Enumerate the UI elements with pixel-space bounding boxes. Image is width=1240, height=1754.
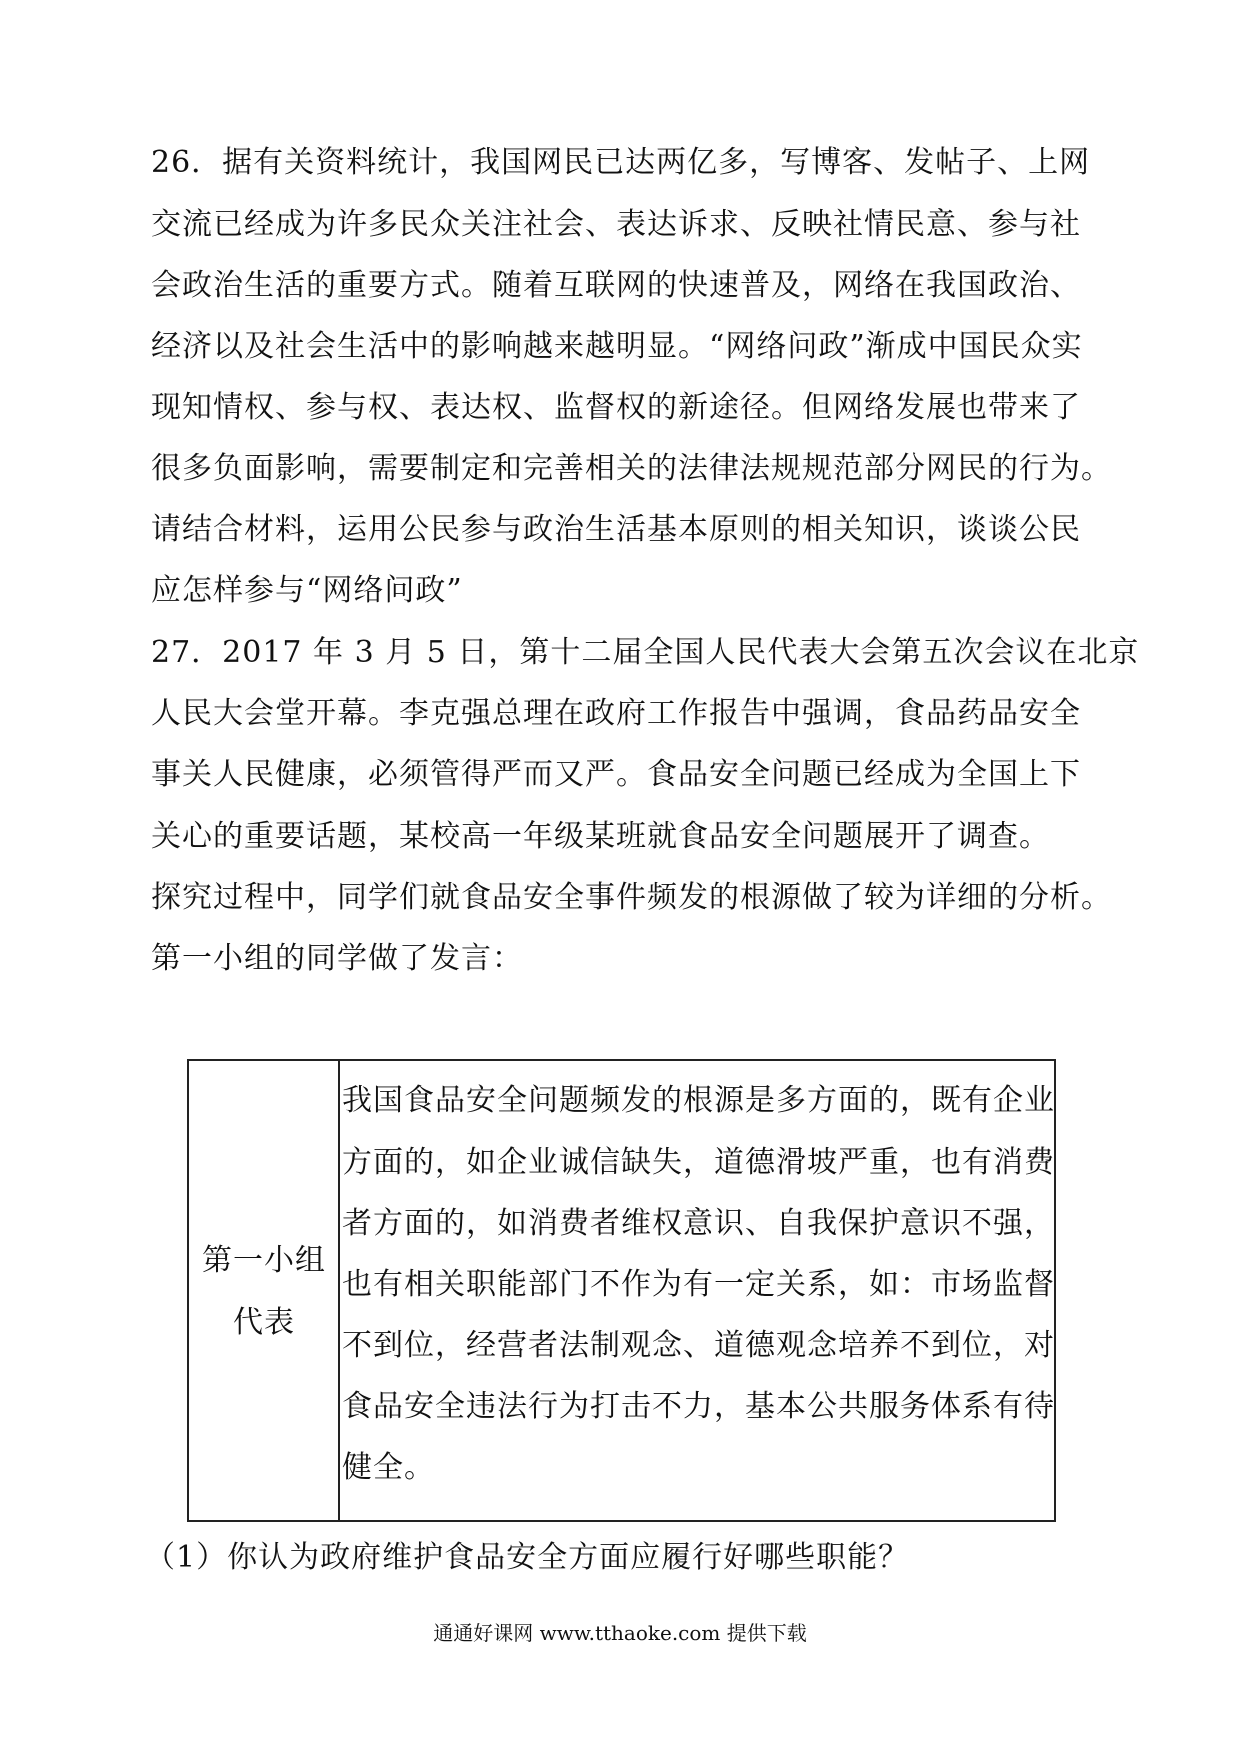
question-26-line: 26．据有关资料统计，我国网民已达两亿多，写博客、发帖子、上网	[151, 145, 1091, 180]
group-statement-table	[187, 1059, 1056, 1522]
question-26-line: 很多负面影响，需要制定和完善相关的法律法规规范部分网民的行为。	[151, 451, 1112, 486]
question-27-line: 人民大会堂开幕。李克强总理在政府工作报告中强调，食品药品安全	[151, 696, 1081, 731]
question-27-line: 探究过程中，同学们就食品安全事件频发的根源做了较为详细的分析。	[151, 880, 1112, 915]
question-26-line: 现知情权、参与权、表达权、监督权的新途径。但网络发展也带来了	[151, 390, 1081, 425]
table-content-line: 我国食品安全问题频发的根源是多方面的，既有企业	[342, 1083, 1055, 1118]
table-label-line: 第一小组	[202, 1243, 326, 1278]
question-26-line: 应怎样参与“网络问政”	[151, 573, 463, 608]
table-content-line: 也有相关职能部门不作为有一定关系，如：市场监督	[342, 1267, 1055, 1302]
table-content-line: 不到位，经营者法制观念、道德观念培养不到位，对	[342, 1328, 1055, 1363]
table-divider	[338, 1061, 340, 1520]
question-26-line: 交流已经成为许多民众关注社会、表达诉求、反映社情民意、参与社	[151, 207, 1081, 242]
sub-question-1: （1）你认为政府维护食品安全方面应履行好哪些职能？	[145, 1540, 910, 1575]
table-content-line: 食品安全违法行为打击不力，基本公共服务体系有待	[342, 1389, 1055, 1424]
question-26-line: 请结合材料，运用公民参与政治生活基本原则的相关知识，谈谈公民	[151, 512, 1081, 547]
footer-credit: 通通好课网 www.tthaoke.com 提供下载	[433, 1621, 807, 1645]
table-content-line: 健全。	[342, 1450, 435, 1485]
table-label-line: 代表	[233, 1305, 295, 1340]
table-content-line: 方面的，如企业诚信缺失，道德滑坡严重，也有消费	[342, 1145, 1055, 1180]
question-26-line: 会政治生活的重要方式。随着互联网的快速普及，网络在我国政治、	[151, 268, 1081, 303]
table-content-line: 者方面的，如消费者维权意识、自我保护意识不强，	[342, 1206, 1055, 1241]
question-26-line: 经济以及社会生活中的影响越来越明显。“网络问政”渐成中国民众实	[151, 329, 1083, 364]
table-label-cell	[189, 1061, 339, 1520]
question-27-line: 关心的重要话题，某校高一年级某班就食品安全问题展开了调查。	[151, 819, 1050, 854]
question-27-line: 第一小组的同学做了发言：	[151, 941, 523, 976]
question-27-line: 事关人民健康，必须管得严而又严。食品安全问题已经成为全国上下	[151, 757, 1081, 792]
question-27-line: 27．2017 年 3 月 5 日，第十二届全国人民代表大会第五次会议在北京	[151, 635, 1140, 670]
